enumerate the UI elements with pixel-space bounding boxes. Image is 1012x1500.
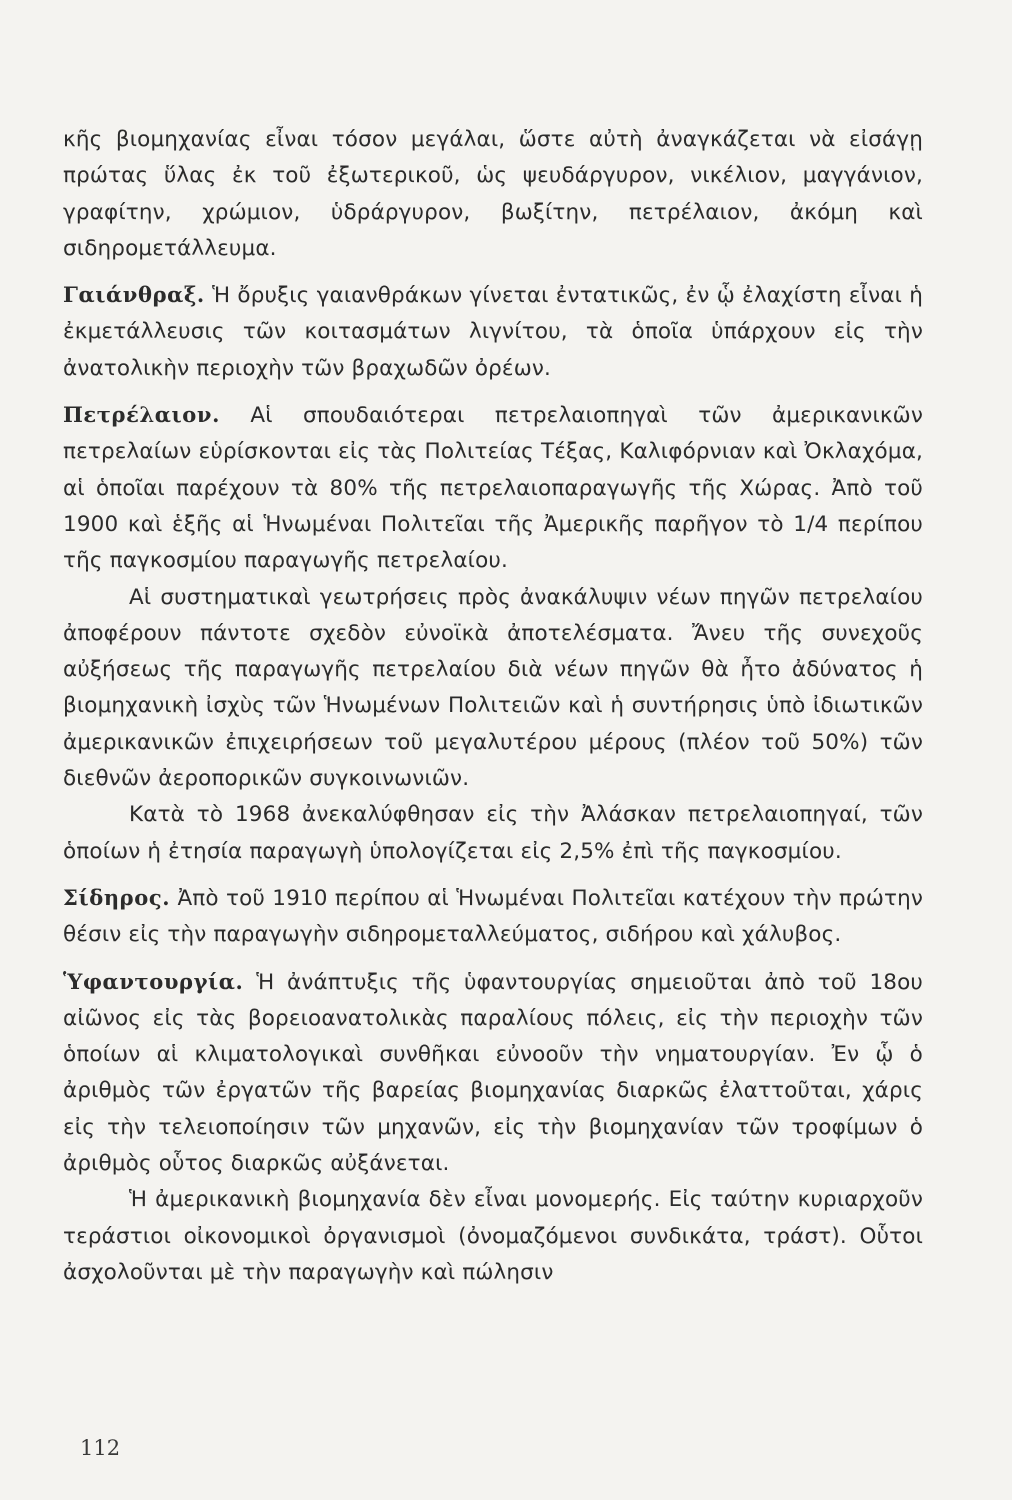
paragraph-textiles [63,964,923,1183]
paragraph-text: Αἱ συστηματικαὶ γεωτρήσεις πρὸς ἀνακάλυψιν νέων πηγῶν πετρελαίου ἀποφέρουν πάντοτε σχεδὸν εὐνοϊκὰ ἀποτελέσματα. Ἄνευ τῆς συνεχοῦς αὐξήσεως τῆς παραγωγῆς πετρελαίου διὰ νέων πηγῶν θὰ ἦτο ἀδύνατος ἡ βιομηχανικὴ ἰσχὺς τῶν Ἡνωμένων Πολιτειῶν καὶ ἡ συντήρησις ὑπὸ ἰδιωτικῶν ἀμερικανικῶν ἐπιχειρήσεων τοῦ μεγαλυτέρου μέρους (πλέον τοῦ 50%) τῶν διεθνῶν ἀεροπορικῶν συγκοινωνιῶν. [63,584,923,792]
page-number: 112 [80,1436,121,1460]
paragraph-text: Ἡ ἀμερικανικὴ βιομηχανία δὲν εἶναι μονομερής. Εἰς ταύτην κυριαρχοῦν τεράστιοι οἰκονομικοὶ ὀργανισμοὶ (ὀνομαζόμενοι συνδικάτα, τράστ). Οὗτοι ἀσχολοῦνται μὲ τὴν παραγωγὴν καὶ πώλησιν [63,1187,923,1285]
page-body [63,122,923,1291]
paragraph-text: κῆς βιομηχανίας εἶναι τόσον μεγάλαι, ὥστε αὐτὴ ἀναγκάζεται νὰ εἰσάγῃ πρώτας ὕλας ἐκ τοῦ ἐξωτερικοῦ, ὡς ψευδάργυρον, νικέλιον, μαγγάνιον, γραφίτην, χρώμιον, ὑδράργυρον, βωξίτην, πετρέλαιον, ἀκόμη καὶ σιδηρομετάλλευμα. [63,127,923,261]
paragraph-iron [63,880,923,954]
paragraph-text: Ἡ ὄρυξις γαιανθράκων γίνεται ἐντατικῶς, ἐν ᾧ ἐλαχίστη εἶναι ἡ ἐκμετάλλευσις τῶν κοιτασμάτων λιγνίτου, τὰ ὁποῖα ὑπάρχουν εἰς τὴν ἀνατολικὴν περιοχὴν τῶν βραχωδῶν ὀρέων. [63,283,923,381]
paragraph-drilling [63,580,923,798]
section-heading-iron: Σίδηρος. [63,884,171,910]
paragraph-text: Αἱ σπουδαιότεραι πετρελαιοπηγαὶ τῶν ἀμερικανικῶν πετρελαίων εὑρίσκονται εἰς τὰς Πολιτείας Τέξας, Καλιφόρνιαν καὶ Ὀκλαχόμα, αἱ ὁποῖαι παρέχουν τὰ 80% τῆς πετρελαιοπαραγωγῆς τῆς Χώρας. Ἀπὸ τοῦ 1900 καὶ ἑξῆς αἱ Ἡνωμέναι Πολιτεῖαι τῆς Ἀμερικῆς παρῆγον τὸ 1/4 περίπου τῆς παγκοσμίου παραγωγῆς πετρελαίου. [63,403,923,574]
paragraph-coal [63,277,923,387]
section-heading-petroleum: Πετρέλαιον. [63,402,220,428]
paragraph-industry-imports [63,122,923,267]
paragraph-petroleum [63,397,923,579]
paragraph-syndicates [63,1182,923,1291]
paragraph-text: Ἀπὸ τοῦ 1910 περίπου αἱ Ἡνωμέναι Πολιτεῖαι κατέχουν τὴν πρώτην θέσιν εἰς τὴν παραγωγὴν σιδηρομεταλλεύματος, σιδήρου καὶ χάλυβος. [63,885,924,948]
paragraph-alaska [63,797,923,870]
section-heading-coal: Γαιάνθραξ. [63,282,205,308]
paragraph-text: Ἡ ἀνάπτυξις τῆς ὑφαντουργίας σημειοῦται ἀπὸ τοῦ 18ου αἰῶνος εἰς τὰς βορειοανατολικὰς παραλίους πόλεις, εἰς τὴν περιοχὴν τῶν ὁποίων αἱ κλιματολογικαὶ συνθῆκαι εὐνοοῦν τὴν νηματουργίαν. Ἐν ᾧ ὁ ἀριθμὸς τῶν ἐργατῶν τῆς βαρείας βιομηχανίας διαρκῶς ἐλαττοῦται, χάρις εἰς τὴν τελειοποίησιν τῶν μηχανῶν, εἰς τὴν βιομηχανίαν τῶν τροφίμων ὁ ἀριθμὸς οὗτος διαρκῶς αὐξάνεται. [63,969,923,1177]
section-heading-textiles: Ὑφαντουργία. [63,968,244,994]
paragraph-text: Κατὰ τὸ 1968 ἀνεκαλύφθησαν εἰς τὴν Ἀλάσκαν πετρελαιοπηγαί, τῶν ὁποίων ἡ ἐτησία παραγωγὴ ὑπολογίζεται εἰς 2,5% ἐπὶ τῆς παγκοσμίου. [63,802,923,864]
